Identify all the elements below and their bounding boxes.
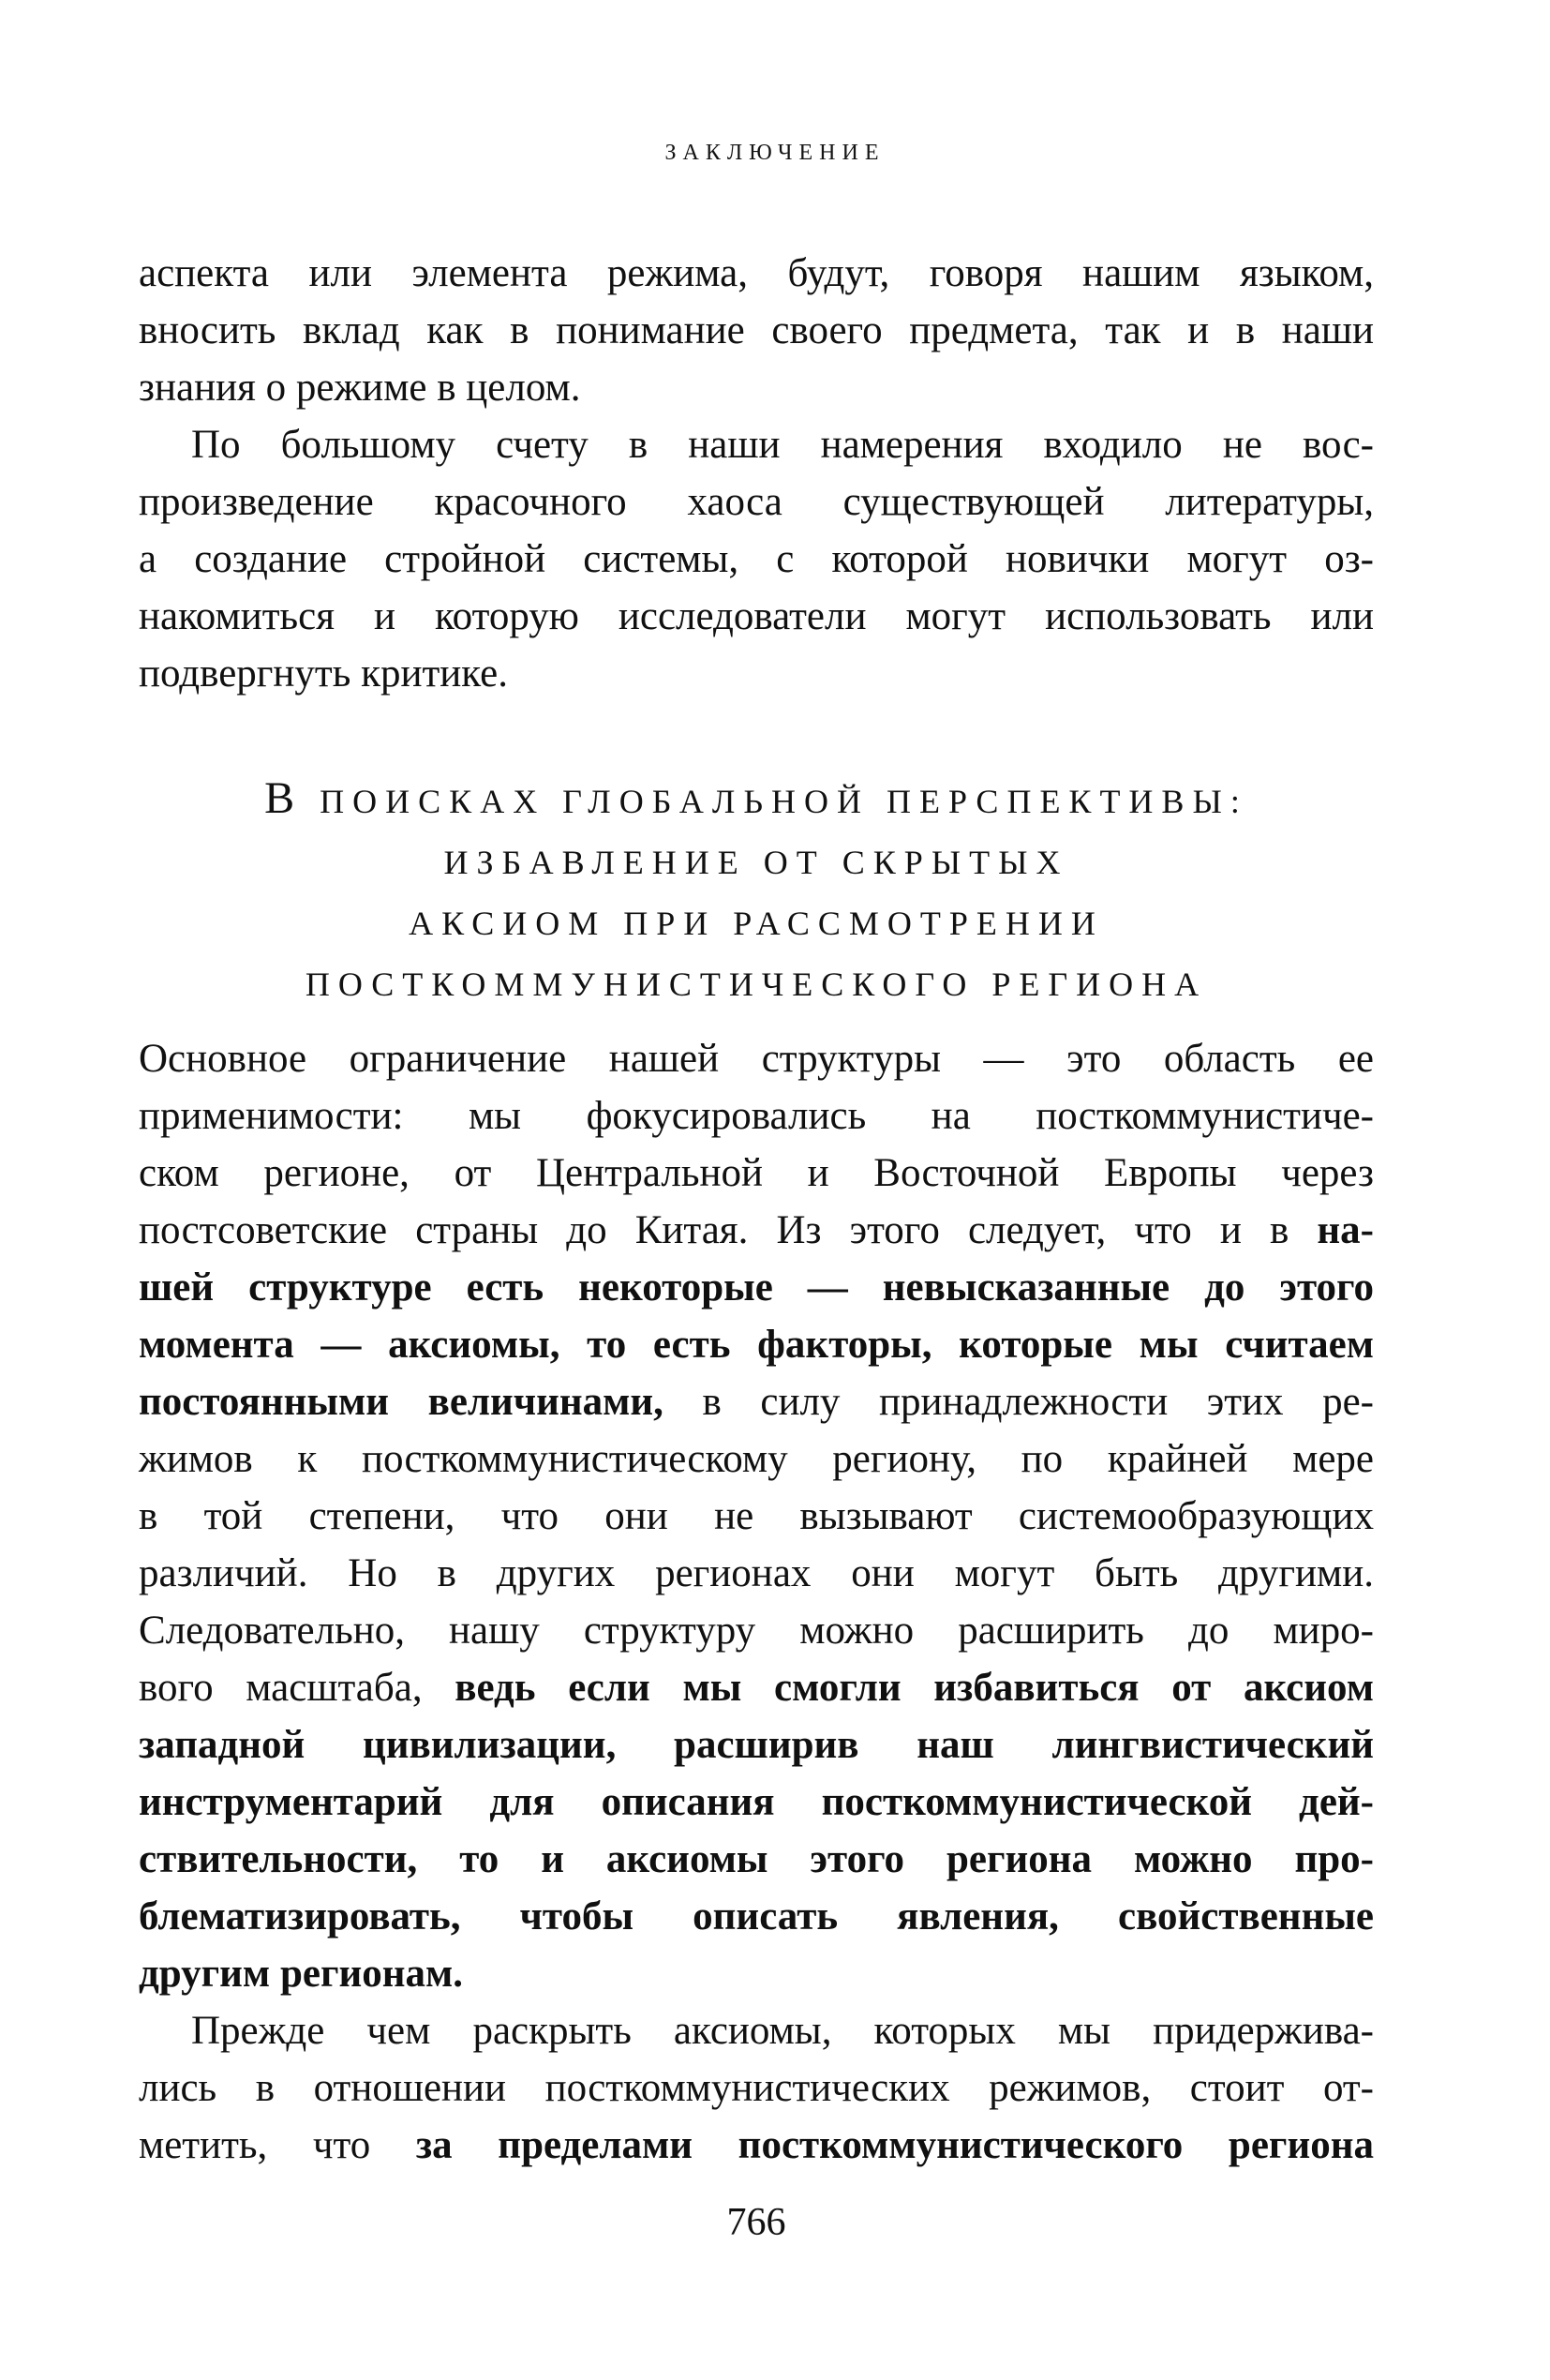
text-segment: Следовательно, нашу структуру можно расширить до миро- — [139, 1609, 1374, 1653]
text-line — [139, 2059, 1374, 2117]
text-line — [139, 1545, 1374, 1602]
text-line — [139, 1831, 1374, 1888]
text-line — [139, 359, 1374, 416]
bold-text-segment: инструментарий для описания посткоммунистической дей- — [139, 1780, 1374, 1824]
bold-text-segment: за пределами посткоммунистического региона — [415, 2123, 1374, 2167]
section-heading-line: ПОСТКОММУНИСТИЧЕСКОГО РЕГИОНА — [305, 965, 1208, 1003]
text-segment: По большому счету в наши намерения входило не вос- — [191, 423, 1374, 467]
text-line — [139, 531, 1374, 588]
text-block — [139, 245, 1374, 2174]
text-segment: жимов к посткоммунистическому региону, по крайней мере — [139, 1437, 1374, 1481]
text-segment: произведение красочного хаоса существующей литературы, — [139, 480, 1374, 524]
text-line — [139, 1945, 1374, 2002]
text-segment: лись в отношении посткоммунистических режимов, стоит от- — [139, 2066, 1374, 2110]
bold-text-segment: ведь если мы смогли избавиться от аксиом — [455, 1666, 1375, 1710]
text-segment: подвергнуть критике. — [139, 651, 508, 696]
running-header: ЗАКЛЮЧЕНИЕ — [664, 141, 886, 165]
bold-text-segment: постоянными величинами, — [139, 1380, 663, 1424]
text-segment: в той степени, что они не вызывают системообразующих — [139, 1494, 1374, 1538]
paragraph — [139, 245, 1374, 416]
text-segment: а создание стройной системы, с которой новички могут оз- — [139, 537, 1374, 581]
text-line — [139, 1259, 1374, 1316]
text-line — [139, 416, 1374, 473]
section-heading-line: ИЗБАВЛЕНИЕ ОТ СКРЫТЫХ — [443, 844, 1069, 881]
bold-text-segment: на- — [1317, 1208, 1374, 1252]
bold-text-segment: западной цивилизации, расширив наш лингвистический — [139, 1723, 1374, 1767]
text-segment: аспекта или элемента режима, будут, говоря нашим языком, — [139, 251, 1374, 295]
page-number: 766 — [726, 2201, 786, 2244]
text-segment: накомиться и которую исследователи могут использовать или — [139, 594, 1374, 638]
text-line — [139, 2117, 1374, 2174]
text-line — [139, 2002, 1374, 2059]
body-paragraphs-bottom — [139, 1030, 1374, 2174]
paragraph — [139, 2002, 1374, 2174]
text-segment: ском регионе, от Центральной и Восточной Европы через — [139, 1151, 1374, 1195]
text-line — [139, 1373, 1374, 1430]
text-segment: знания о режиме в целом. — [139, 366, 581, 410]
body-paragraphs-top — [139, 245, 1374, 702]
text-line — [139, 1888, 1374, 1945]
text-segment: Прежде чем раскрыть аксиомы, которых мы придержива- — [191, 2009, 1374, 2053]
section-heading-line: В ПОИСКАХ ГЛОБАЛЬНОЙ ПЕРСПЕКТИВЫ: — [264, 773, 1248, 823]
text-line — [139, 245, 1374, 302]
text-segment: вого масштаба, — [139, 1666, 455, 1710]
text-segment: вносить вклад как в понимание своего предмета, так и в наши — [139, 308, 1374, 352]
text-line — [139, 1202, 1374, 1259]
text-line — [139, 1488, 1374, 1545]
text-segment: применимости: мы фокусировались на посткоммунистиче- — [139, 1094, 1374, 1138]
text-line — [139, 1430, 1374, 1488]
paragraph — [139, 416, 1374, 702]
text-segment: в силу принадлежности этих ре- — [663, 1380, 1374, 1424]
text-segment: различий. Но в других регионах они могут быть другими. — [139, 1551, 1374, 1595]
text-line — [139, 588, 1374, 645]
text-line — [139, 1774, 1374, 1831]
text-segment: Основное ограничение нашей структуры — это область ее — [139, 1037, 1374, 1081]
text-line — [139, 1659, 1374, 1716]
text-line — [139, 1030, 1374, 1087]
text-segment: постсоветские страны до Китая. Из этого следует, что и в — [139, 1208, 1318, 1252]
text-line — [139, 1316, 1374, 1373]
text-line — [139, 645, 1374, 702]
text-line — [139, 1087, 1374, 1145]
bold-text-segment: момента — аксиомы, то есть факторы, которые мы считаем — [139, 1323, 1374, 1367]
text-line — [139, 1145, 1374, 1202]
text-line — [139, 1716, 1374, 1774]
bold-text-segment: ствительности, то и аксиомы этого региона можно про- — [139, 1837, 1374, 1881]
text-line — [139, 302, 1374, 359]
bold-text-segment: блематизировать, чтобы описать явления, свойственные — [139, 1894, 1374, 1938]
text-line — [139, 473, 1374, 531]
text-line — [139, 1602, 1374, 1659]
section-heading — [139, 768, 1374, 1015]
paragraph — [139, 1030, 1374, 2002]
text-segment: метить, что — [139, 2123, 416, 2167]
section-heading-line: АКСИОМ ПРИ РАССМОТРЕНИИ — [409, 905, 1104, 942]
bold-text-segment: другим регионам. — [139, 1952, 464, 1996]
bold-text-segment: шей структуре есть некоторые — невысказанные до этого — [139, 1265, 1374, 1310]
